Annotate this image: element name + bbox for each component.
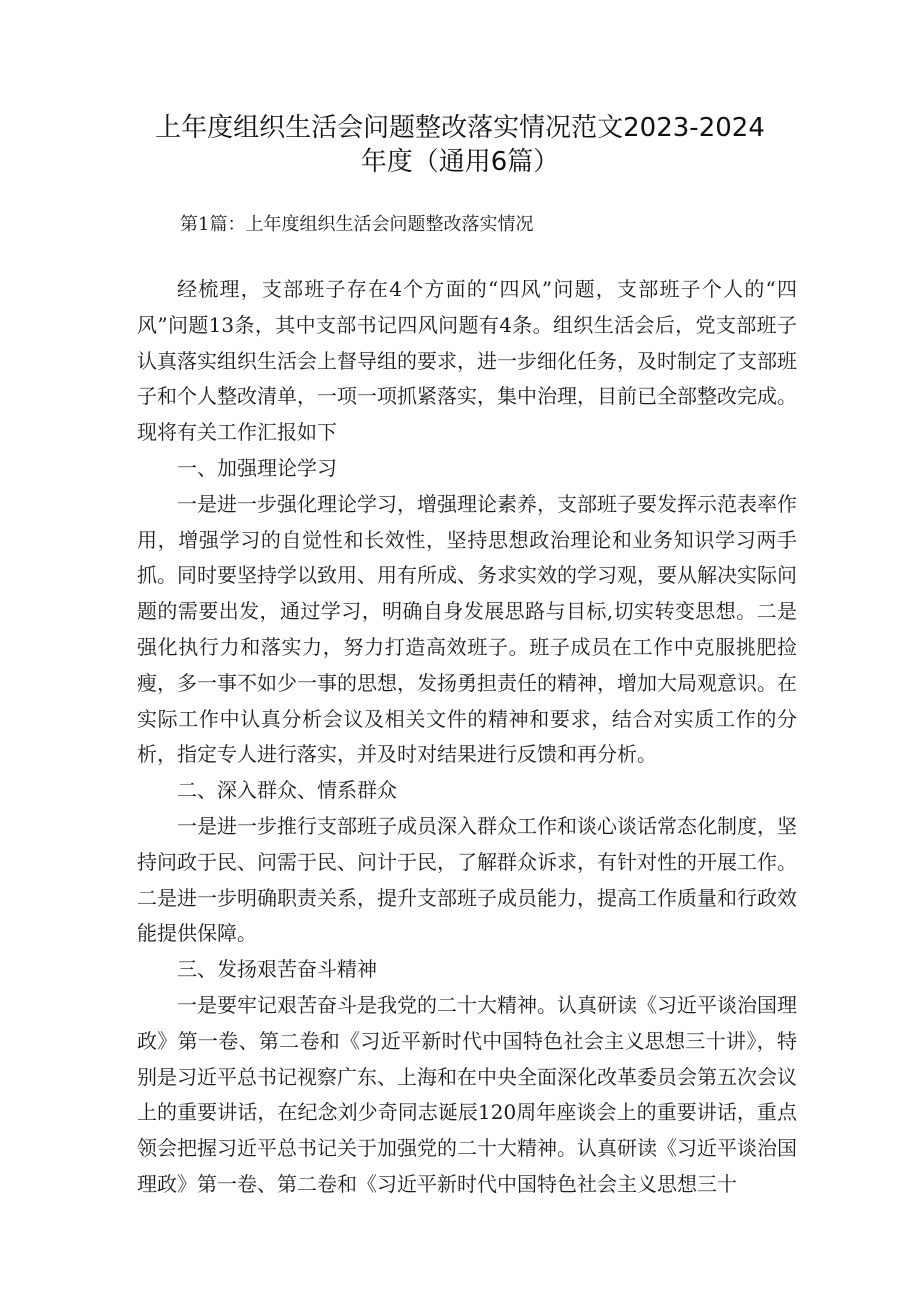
hardwork-paragraph: 一是要牢记艰苦奋斗是我党的二十大精神。认真研读《习近平谈治国理政》第一卷、第二卷和《习近平新时代中国特色社会主义思想三十讲》，特别是习近平总书记视察广东、上海和在中央全面深化改革委员会第五次会议上的重要讲话，在纪念刘少奇同志诞辰120周年座谈会上的重要讲话，重点领会把握习近平总书记关于加强党的二十大精神。认真研读《习近平谈治国理政》第一卷、第二卷和《习近平新时代中国特色社会主义思想三十 [137,992,797,1196]
masses-paragraph: 一是进一步推行支部班子成员深入群众工作和谈心谈话常态化制度，坚持问政于民、问需于民、问计于民，了解群众诉求，有针对性的开展工作。二是进一步明确职责关系，提升支部班子成员能力，提高工作质量和行政效能提供保障。 [137,813,797,946]
section-heading-hardwork: 三、发扬艰苦奋斗精神 [177,957,377,982]
document-body [137,272,797,1203]
section-heading-masses: 二、深入群众、情系群众 [177,778,397,803]
document-title-line-1: 上年度组织生活会问题整改落实情况范文2023-2024 [155,113,765,143]
intro-paragraph: 经梳理，支部班子存在4个方面的“四风”问题，支部班子个人的“四风”问题13条，其中支部书记四风问题有4条。组织生活会后，党支部班子认真落实组织生活会上督导组的要求，进一步细化任务，及时制定了支部班子和个人整改清单，一项一项抓紧落实，集中治理，目前已全部整改完成。现将有关工作汇报如下 [137,277,797,445]
document-title-line-2: 年度（通用6篇） [360,147,560,177]
section-heading-theory: 一、加强理论学习 [177,455,337,480]
theory-paragraph: 一是进一步强化理论学习，增强理论素养，支部班子要发挥示范表率作用，增强学习的自觉性和长效性，坚持思想政治理论和业务知识学习两手抓。同时要坚持学以致用、用有所成、务求实效的学习观，要从解决实际问题的需要出发，通过学习，明确自身发展思路与目标,切实转变思想。二是强化执行力和落实力，努力打造高效班子。班子成员在工作中克服挑肥捡瘦，多一事不如少一事的思想，发扬勇担责任的精神，增加大局观意识。在实际工作中认真分析会议及相关文件的精神和要求，结合对实质工作的分析，指定专人进行落实，并及时对结果进行反馈和再分析。 [137,491,797,767]
section-subtitle: 第1篇：上年度组织生活会问题整改落实情况 [180,214,534,235]
